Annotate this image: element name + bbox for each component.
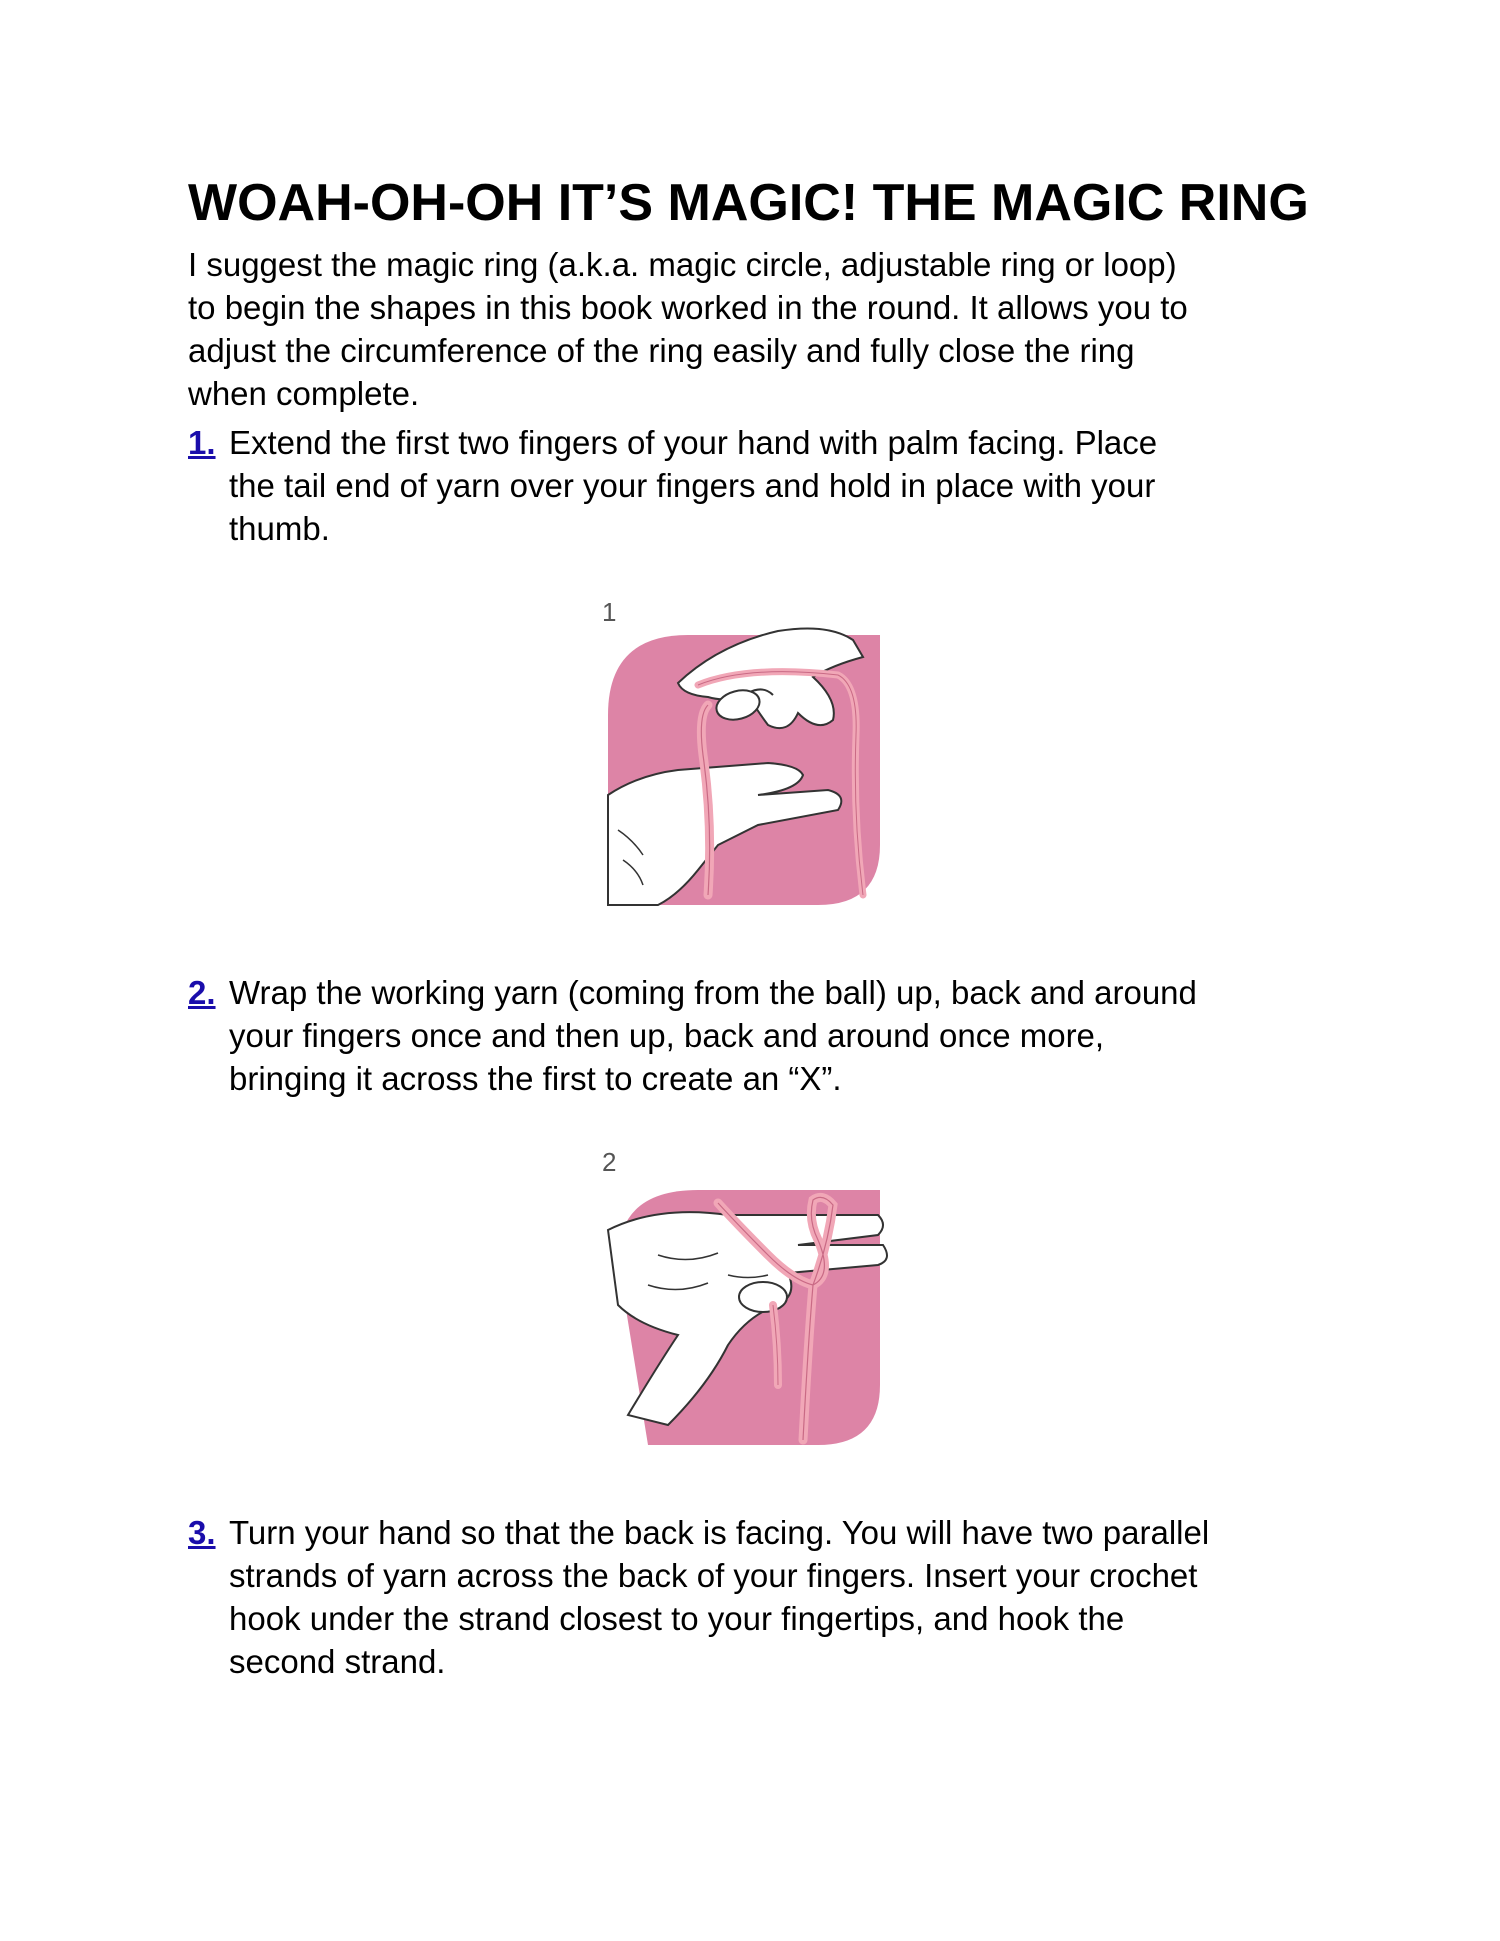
- step-3-number-link[interactable]: 3.: [188, 1514, 216, 1551]
- step-1-line: the tail end of yarn over your fingers and hold in place with your: [229, 467, 1156, 504]
- step-2-line: bringing it across the first to create an “X”.: [229, 1060, 842, 1097]
- step-3-line: strands of yarn across the back of your fingers. Insert your crochet: [229, 1557, 1198, 1594]
- step-3-line: Turn your hand so that the back is facing. You will have two parallel: [229, 1514, 1210, 1551]
- step-2-text: [229, 971, 1339, 1100]
- intro-line: adjust the circumference of the ring easily and fully close the ring: [188, 332, 1135, 369]
- thumb-nail: [739, 1282, 787, 1312]
- intro-paragraph: [188, 243, 1338, 415]
- page-title: WOAH-OH-OH IT’S MAGIC! THE MAGIC RING: [188, 174, 1309, 232]
- figure-1-label: 1: [602, 597, 617, 627]
- step-1-line: Extend the first two fingers of your hand with palm facing. Place: [229, 424, 1158, 461]
- step-1-line: thumb.: [229, 510, 330, 547]
- step-3-line: hook under the strand closest to your fingertips, and hook the: [229, 1600, 1125, 1637]
- step-2-illustration: [598, 1145, 898, 1455]
- step-3-text: [229, 1511, 1339, 1683]
- hand-yarn-illustration-1: [598, 595, 898, 915]
- step-3-line: second strand.: [229, 1643, 446, 1680]
- intro-line: when complete.: [188, 375, 420, 412]
- figure-2-label: 2: [602, 1147, 617, 1177]
- step-1-illustration: [598, 595, 898, 915]
- step-2-line: your fingers once and then up, back and around once more,: [229, 1017, 1105, 1054]
- intro-line: to begin the shapes in this book worked in the round. It allows you to: [188, 289, 1188, 326]
- intro-line: I suggest the magic ring (a.k.a. magic circle, adjustable ring or loop): [188, 246, 1177, 283]
- step-1-text: [229, 421, 1339, 550]
- step-2-line: Wrap the working yarn (coming from the ball) up, back and around: [229, 974, 1197, 1011]
- step-2-number-link[interactable]: 2.: [188, 974, 216, 1011]
- step-1-number-link[interactable]: 1.: [188, 424, 216, 461]
- hand-yarn-illustration-2: [598, 1145, 898, 1455]
